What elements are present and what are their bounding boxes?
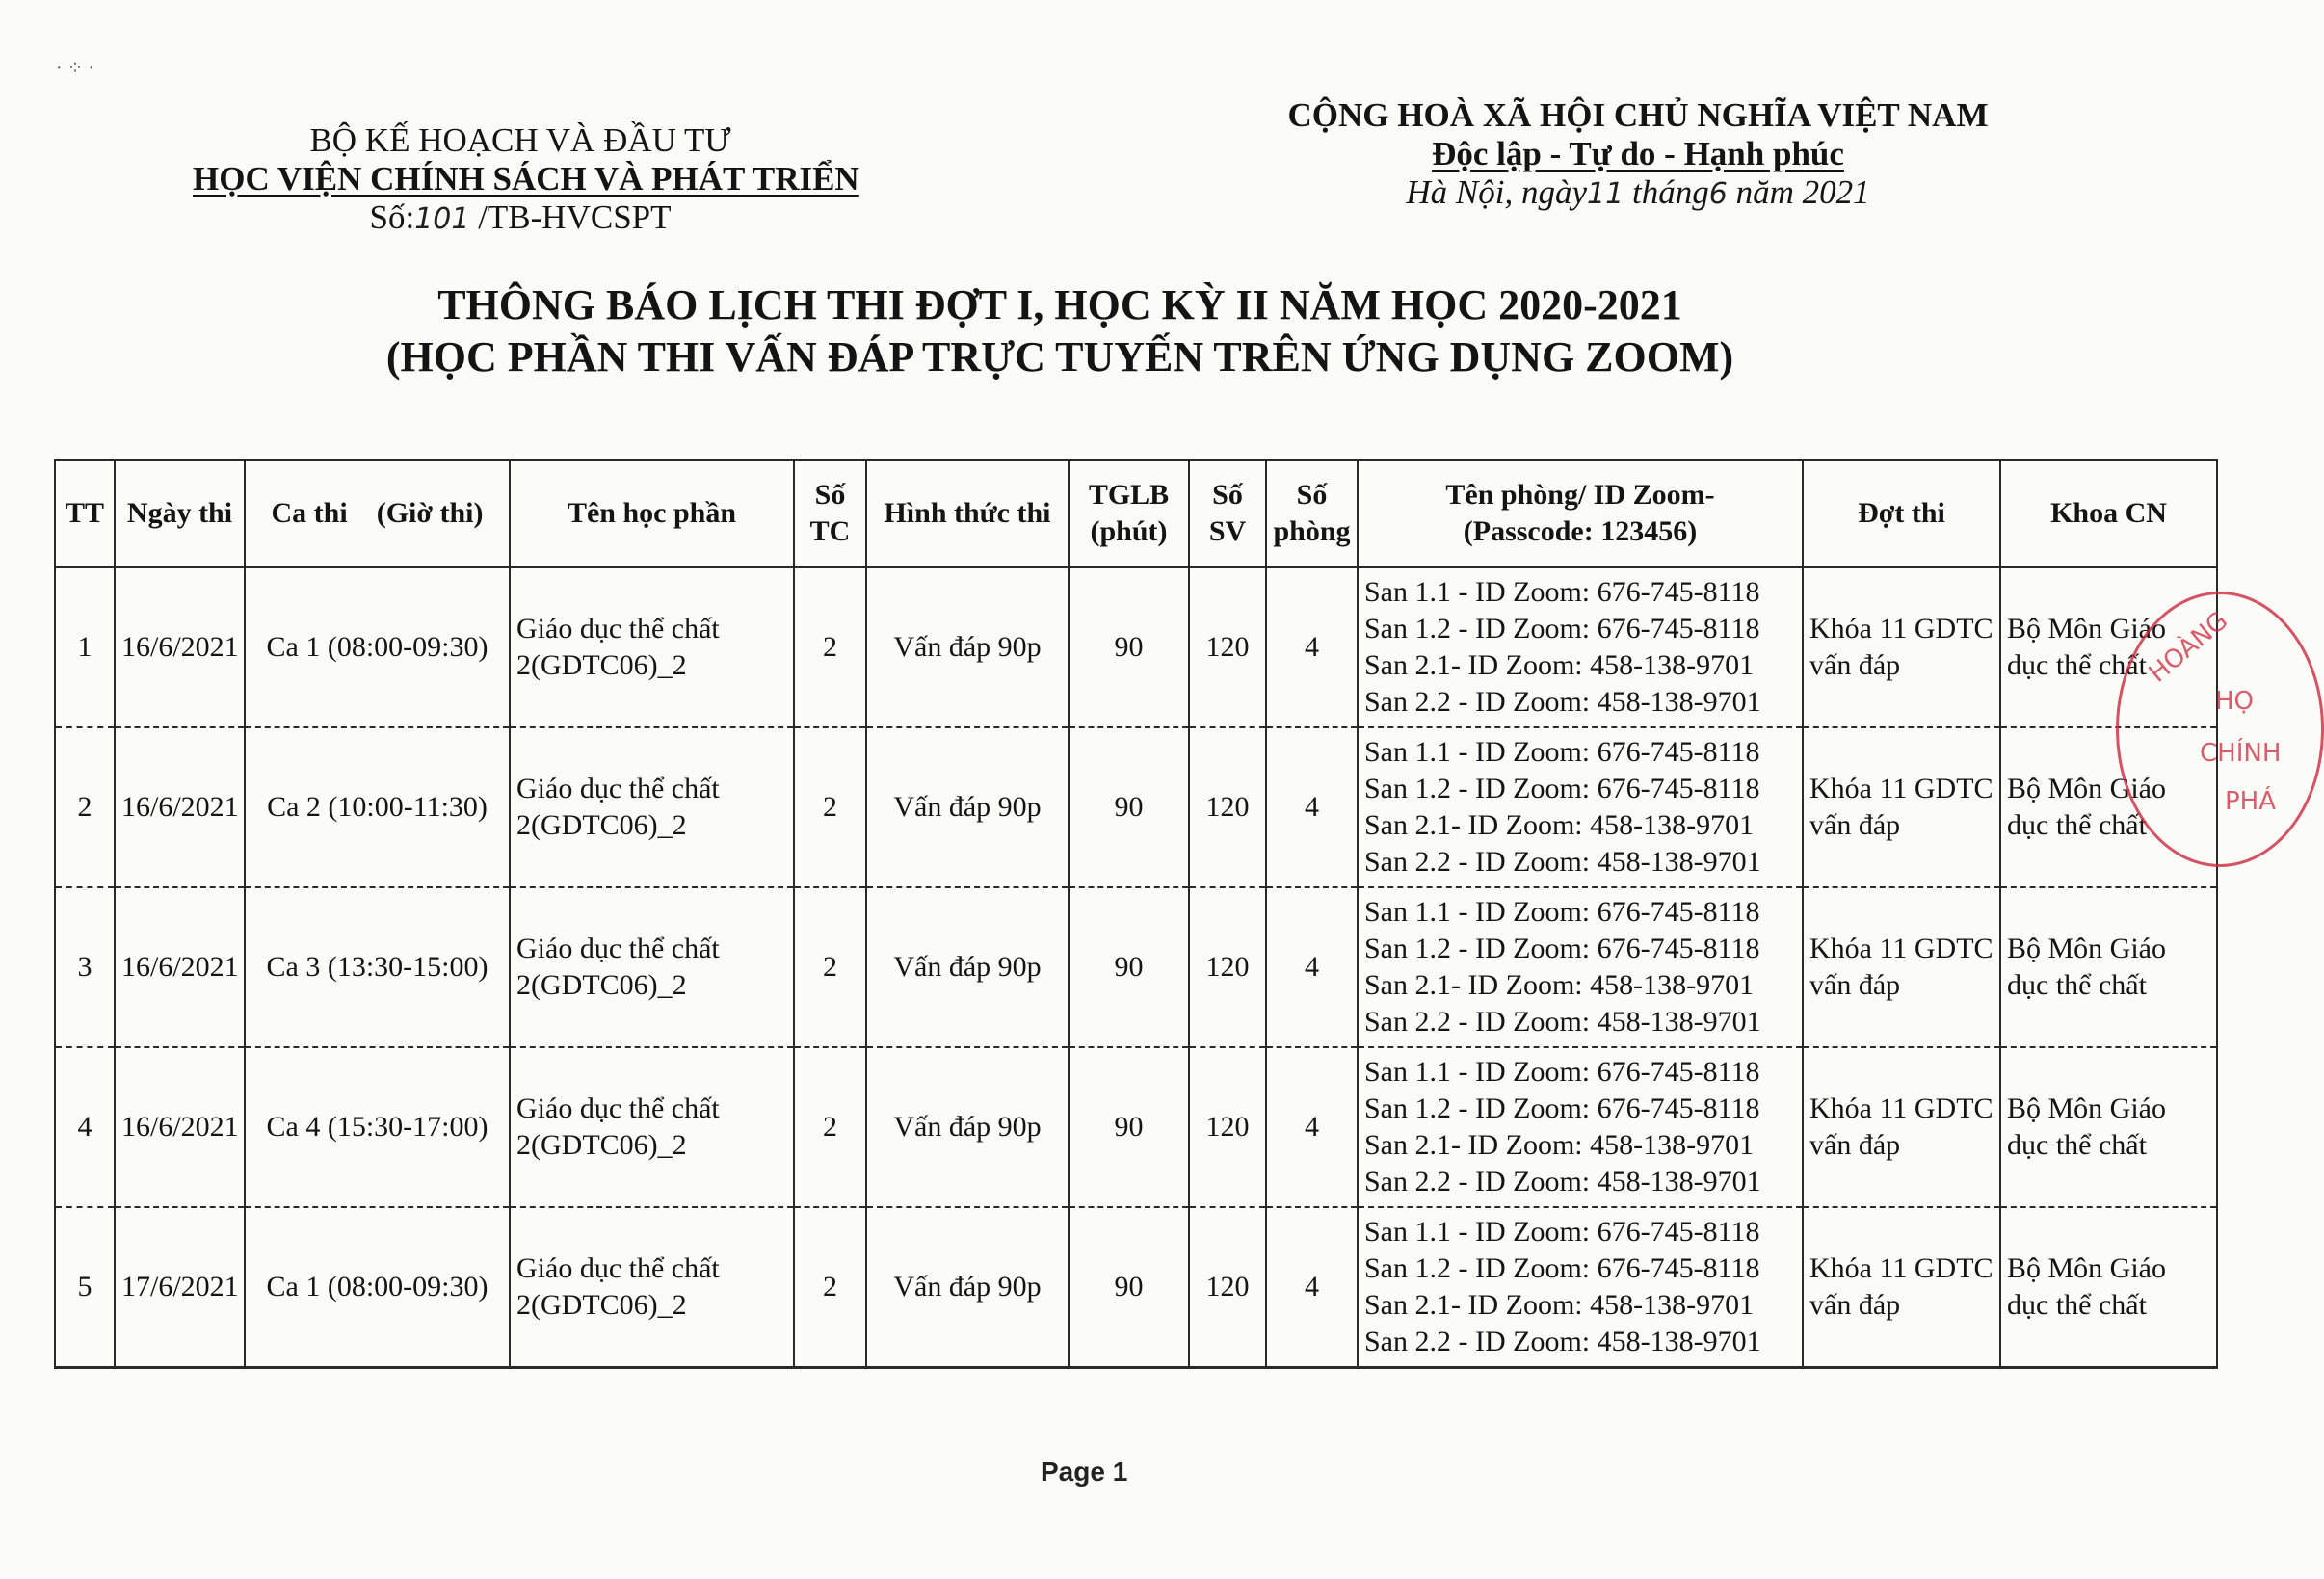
cell-hinh-thuc: Vấn đáp 90p <box>866 1047 1069 1207</box>
header-so-sv <box>1189 460 1266 567</box>
page-number: Page 1 <box>1041 1457 1128 1487</box>
zoom-room-line: San 2.2 - ID Zoom: 458-138-9701 <box>1364 1325 1761 1357</box>
cell-hinh-thuc: Vấn đáp 90p <box>866 1207 1069 1367</box>
cell-ngay-thi: 16/6/2021 <box>115 1047 245 1207</box>
header-ca-thi <box>245 460 510 567</box>
cell-hinh-thuc: Vấn đáp 90p <box>866 887 1069 1047</box>
cell-so-tc: 2 <box>794 727 866 887</box>
hoc-phan-line2: 2(GDTC06)_2 <box>516 969 687 1001</box>
cell-hinh-thuc: Vấn đáp 90p <box>866 567 1069 727</box>
title-line-1: THÔNG BÁO LỊCH THI ĐỢT I, HỌC KỲ II NĂM HỌC 2020-2021 <box>437 281 1682 329</box>
zoom-room-line: San 1.1 - ID Zoom: 676-745-8118 <box>1364 1056 1760 1088</box>
cell-so-phong: 4 <box>1266 727 1358 887</box>
cell-ca-thi: Ca 4 (15:30-17:00) <box>245 1047 510 1207</box>
header-ten-hoc-phan: Tên học phần <box>510 460 794 567</box>
cell-tglb: 90 <box>1069 1207 1189 1367</box>
cell-so-sv: 120 <box>1189 567 1266 727</box>
table-row <box>55 567 2217 727</box>
cell-so-tc: 2 <box>794 887 866 1047</box>
hoc-phan-line2: 2(GDTC06)_2 <box>516 1288 687 1321</box>
dot-thi-line1: Khóa 11 GDTC <box>1809 1092 1994 1124</box>
dot-thi-line1: Khóa 11 GDTC <box>1809 1251 1994 1284</box>
table-row <box>55 887 2217 1047</box>
hoc-phan-line1: Giáo dục thể chất <box>516 613 720 645</box>
zoom-room-line: San 1.2 - ID Zoom: 676-745-8118 <box>1364 773 1760 804</box>
khoa-cn-line1: Bộ Môn Giáo <box>2007 933 2166 964</box>
header-gio-thi-label: (Giờ thi) <box>376 497 484 529</box>
cell-tglb: 90 <box>1069 887 1189 1047</box>
hoc-phan-line1: Giáo dục thể chất <box>516 1251 720 1284</box>
dot-thi-line1: Khóa 11 GDTC <box>1809 933 1994 964</box>
khoa-cn-line2: dục thể chất <box>2007 1129 2147 1161</box>
cell-so-tc: 2 <box>794 567 866 727</box>
cell-khoa-cn <box>2000 1047 2217 1207</box>
document-title <box>289 279 1831 383</box>
zoom-room-line: San 2.2 - ID Zoom: 458-138-9701 <box>1364 686 1761 718</box>
header-ten-phong-line1: Tên phòng/ ID Zoom- <box>1445 479 1715 511</box>
header-so-sv-line2: SV <box>1208 515 1247 547</box>
cell-dot-thi <box>1803 1047 2000 1207</box>
national-header <box>1253 96 2023 214</box>
zoom-room-line: San 1.1 - ID Zoom: 676-745-8118 <box>1364 576 1760 608</box>
dot-thi-line2: vấn đáp <box>1809 1129 1901 1161</box>
document-number-prefix: Số: <box>369 198 415 236</box>
official-stamp <box>2116 592 2324 867</box>
cell-tt: 1 <box>55 567 115 727</box>
header-ca-thi-label: Ca thi <box>271 497 348 529</box>
header-ngay-thi: Ngày thi <box>115 460 245 567</box>
khoa-cn-line2: dục thể chất <box>2007 809 2147 841</box>
cell-tglb: 90 <box>1069 727 1189 887</box>
cell-so-phong: 4 <box>1266 1047 1358 1207</box>
header-so-sv-line1: Số <box>1212 479 1243 511</box>
ministry-name: BỘ KẾ HOẠCH VÀ ĐẦU TƯ <box>309 121 731 159</box>
khoa-cn-line1: Bộ Môn Giáo <box>2007 1251 2166 1284</box>
document-number-suffix: /TB-HVCSPT <box>478 198 672 236</box>
header-so-tc-line1: Số <box>814 479 846 511</box>
zoom-room-line: San 1.2 - ID Zoom: 676-745-8118 <box>1364 933 1760 964</box>
dot-thi-line2: vấn đáp <box>1809 649 1901 681</box>
header-tglb-line1: TGLB <box>1088 479 1170 511</box>
khoa-cn-line1: Bộ Môn Giáo <box>2007 773 2166 804</box>
cell-dot-thi <box>1803 727 2000 887</box>
cell-tt: 4 <box>55 1047 115 1207</box>
cell-tt: 3 <box>55 887 115 1047</box>
title-line-2: (HỌC PHẦN THI VẤN ĐÁP TRỰC TUYẾN TRÊN ỨNG DỤNG ZOOM) <box>385 333 1734 381</box>
table-header-row <box>55 460 2217 567</box>
khoa-cn-line2: dục thể chất <box>2007 969 2147 1001</box>
zoom-room-line: San 1.2 - ID Zoom: 676-745-8118 <box>1364 613 1760 645</box>
cell-ngay-thi: 16/6/2021 <box>115 727 245 887</box>
table-row <box>55 1047 2217 1207</box>
header-so-phong-line2: phòng <box>1273 515 1351 547</box>
hoc-phan-line1: Giáo dục thể chất <box>516 933 720 964</box>
header-tt: TT <box>55 460 115 567</box>
cell-ten-phong <box>1358 1047 1803 1207</box>
hoc-phan-line1: Giáo dục thể chất <box>516 1092 720 1124</box>
zoom-room-line: San 2.2 - ID Zoom: 458-138-9701 <box>1364 1166 1761 1197</box>
hoc-phan-line1: Giáo dục thể chất <box>516 773 720 804</box>
stamp-text-2: HỌ <box>2215 687 2255 716</box>
stamp-text-1: HOÀNG <box>2143 606 2234 689</box>
issue-date-day: 11 <box>1587 177 1624 211</box>
cell-tglb: 90 <box>1069 567 1189 727</box>
issue-date <box>1253 173 2023 214</box>
zoom-room-line: San 1.1 - ID Zoom: 676-745-8118 <box>1364 1215 1760 1248</box>
header-so-tc <box>794 460 866 567</box>
cell-dot-thi <box>1803 1207 2000 1367</box>
document-number-handwritten: 101 <box>414 202 470 236</box>
cell-so-tc: 2 <box>794 1207 866 1367</box>
header-tglb <box>1069 460 1189 567</box>
cell-khoa-cn <box>2000 887 2217 1047</box>
khoa-cn-line1: Bộ Môn Giáo <box>2007 1092 2166 1124</box>
header-dot-thi: Đợt thi <box>1803 460 2000 567</box>
table-row <box>55 727 2217 887</box>
cell-so-tc: 2 <box>794 1047 866 1207</box>
cell-ten-hoc-phan <box>510 1207 794 1367</box>
cell-so-sv: 120 <box>1189 887 1266 1047</box>
header-so-tc-line2: TC <box>809 515 851 547</box>
issue-date-year: năm 2021 <box>1735 173 1870 211</box>
khoa-cn-line1: Bộ Môn Giáo <box>2007 613 2166 645</box>
cell-dot-thi <box>1803 567 2000 727</box>
cell-tt: 2 <box>55 727 115 887</box>
zoom-room-line: San 1.1 - ID Zoom: 676-745-8118 <box>1364 736 1760 768</box>
cell-so-phong: 4 <box>1266 567 1358 727</box>
zoom-room-line: San 2.2 - ID Zoom: 458-138-9701 <box>1364 846 1761 878</box>
cell-khoa-cn <box>2000 1207 2217 1367</box>
cell-so-sv: 120 <box>1189 727 1266 887</box>
zoom-room-line: San 2.1- ID Zoom: 458-138-9701 <box>1364 809 1755 841</box>
stamp-text-3: CHÍNH <box>2200 739 2282 768</box>
issue-date-month-label: tháng <box>1631 173 1709 211</box>
document-number <box>193 198 848 239</box>
zoom-room-line: San 1.2 - ID Zoom: 676-745-8118 <box>1364 1092 1760 1124</box>
dot-thi-line1: Khóa 11 GDTC <box>1809 613 1994 645</box>
cell-hinh-thuc: Vấn đáp 90p <box>866 727 1069 887</box>
national-motto: Độc lập - Tự do - Hạnh phúc <box>1432 135 1844 172</box>
cell-ngay-thi: 16/6/2021 <box>115 567 245 727</box>
cell-ten-hoc-phan <box>510 1047 794 1207</box>
issue-date-place: Hà Nội, ngày <box>1406 173 1588 211</box>
stamp-text-4: PHÁ <box>2225 787 2277 816</box>
zoom-room-line: San 2.1- ID Zoom: 458-138-9701 <box>1364 649 1755 681</box>
cell-ca-thi: Ca 3 (13:30-15:00) <box>245 887 510 1047</box>
dot-thi-line2: vấn đáp <box>1809 969 1901 1001</box>
hoc-phan-line2: 2(GDTC06)_2 <box>516 809 687 841</box>
cell-tglb: 90 <box>1069 1047 1189 1207</box>
table-row <box>55 1207 2217 1367</box>
issue-date-month: 6 <box>1708 177 1728 211</box>
khoa-cn-line2: dục thể chất <box>2007 649 2147 681</box>
cell-ca-thi: Ca 1 (08:00-09:30) <box>245 1207 510 1367</box>
zoom-room-line: San 1.1 - ID Zoom: 676-745-8118 <box>1364 896 1760 928</box>
cell-so-sv: 120 <box>1189 1047 1266 1207</box>
cell-ngay-thi: 17/6/2021 <box>115 1207 245 1367</box>
dot-thi-line1: Khóa 11 GDTC <box>1809 773 1994 804</box>
header-tglb-line2: (phút) <box>1090 515 1168 547</box>
cell-ca-thi: Ca 2 (10:00-11:30) <box>245 727 510 887</box>
cell-so-sv: 120 <box>1189 1207 1266 1367</box>
cell-ten-phong <box>1358 727 1803 887</box>
cell-ten-phong <box>1358 887 1803 1047</box>
cell-ca-thi: Ca 1 (08:00-09:30) <box>245 567 510 727</box>
issuer-block <box>193 121 859 239</box>
exam-schedule-table <box>54 459 2218 1369</box>
dot-thi-line2: vấn đáp <box>1809 809 1901 841</box>
header-khoa-cn: Khoa CN <box>2000 460 2217 567</box>
zoom-room-line: San 2.1- ID Zoom: 458-138-9701 <box>1364 1129 1755 1161</box>
header-so-phong-line1: Số <box>1296 479 1328 511</box>
zoom-room-line: San 1.2 - ID Zoom: 676-745-8118 <box>1364 1251 1760 1284</box>
khoa-cn-line2: dục thể chất <box>2007 1288 2147 1321</box>
header-hinh-thuc: Hình thức thi <box>866 460 1069 567</box>
cell-ngay-thi: 16/6/2021 <box>115 887 245 1047</box>
cell-tt: 5 <box>55 1207 115 1367</box>
institute-name: HỌC VIỆN CHÍNH SÁCH VÀ PHÁT TRIỂN <box>193 160 859 197</box>
header-so-phong <box>1266 460 1358 567</box>
cell-so-phong: 4 <box>1266 887 1358 1047</box>
cell-so-phong: 4 <box>1266 1207 1358 1367</box>
header-ten-phong <box>1358 460 1803 567</box>
cell-dot-thi <box>1803 887 2000 1047</box>
scan-specks: · ⁘ · <box>56 58 95 79</box>
zoom-room-line: San 2.1- ID Zoom: 458-138-9701 <box>1364 969 1755 1001</box>
hoc-phan-line2: 2(GDTC06)_2 <box>516 1129 687 1161</box>
cell-ten-phong <box>1358 567 1803 727</box>
cell-ten-phong <box>1358 1207 1803 1367</box>
dot-thi-line2: vấn đáp <box>1809 1288 1901 1321</box>
zoom-room-line: San 2.2 - ID Zoom: 458-138-9701 <box>1364 1006 1761 1038</box>
zoom-room-line: San 2.1- ID Zoom: 458-138-9701 <box>1364 1288 1755 1321</box>
hoc-phan-line2: 2(GDTC06)_2 <box>516 649 687 681</box>
cell-ten-hoc-phan <box>510 567 794 727</box>
cell-ten-hoc-phan <box>510 887 794 1047</box>
country-name: CỘNG HOÀ XÃ HỘI CHỦ NGHĨA VIỆT NAM <box>1287 96 1989 134</box>
cell-ten-hoc-phan <box>510 727 794 887</box>
header-ten-phong-line2: (Passcode: 123456) <box>1463 515 1698 547</box>
